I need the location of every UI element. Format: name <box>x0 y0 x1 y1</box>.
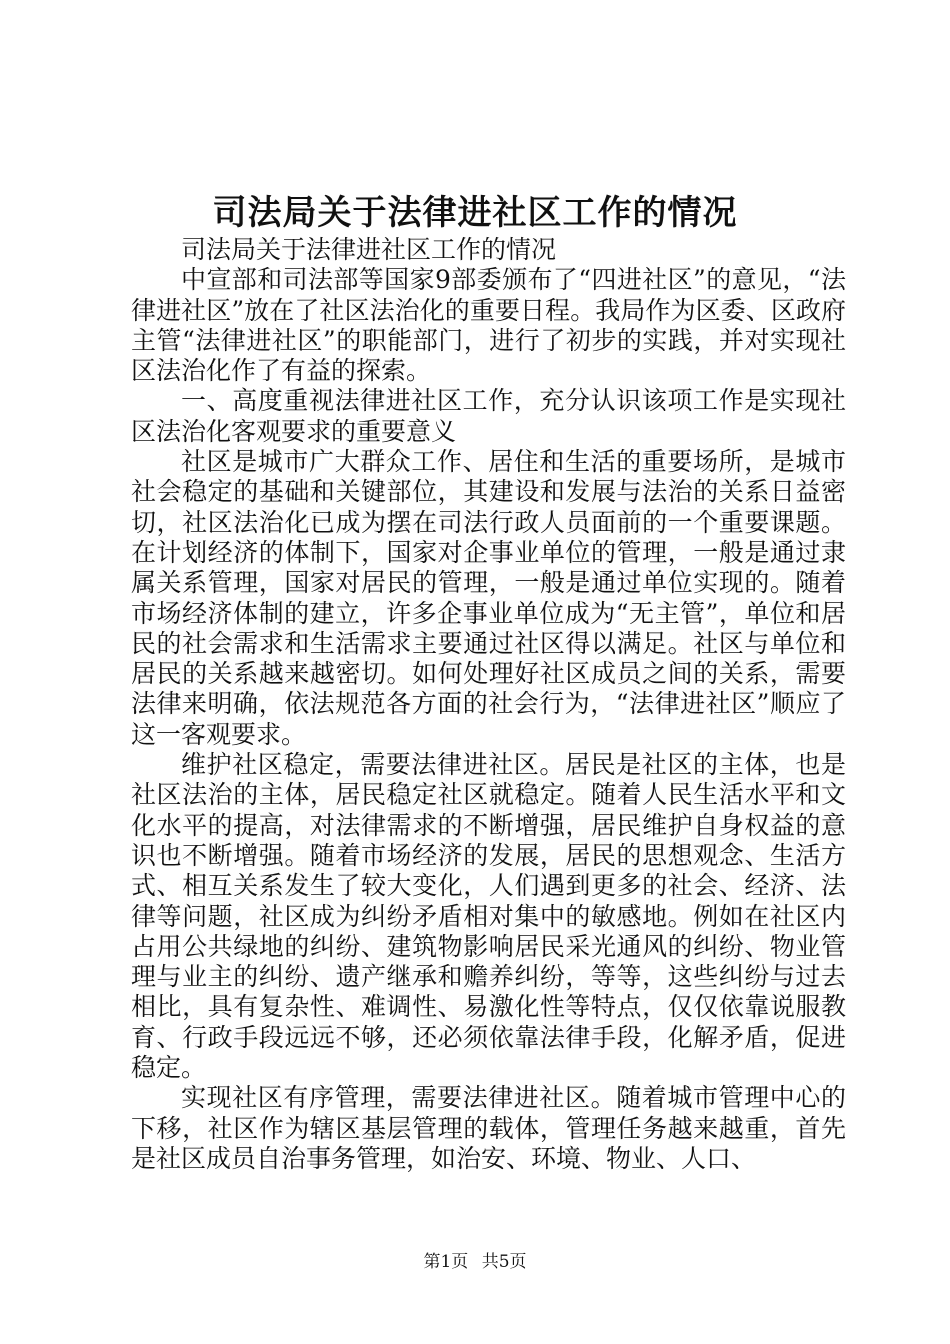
paragraph: 实现社区有序管理，需要法律进社区。随着城市管理中心的下移，社区作为辖区基层管理的载体，管理任务越来越重，首先是社区成员自治事务管理，如治安、环境、物业、人口、 <box>131 1083 846 1173</box>
page-total: 共5页 <box>481 1252 527 1272</box>
document-title: 司法局关于法律进社区工作的情况 <box>212 193 738 233</box>
page-footer <box>0 1247 950 1272</box>
paragraph: 司法局关于法律进社区工作的情况 <box>181 235 557 264</box>
paragraph: 中宣部和司法部等国家9部委颁布了“四进社区”的意见，“法律进社区”放在了社区法治化的重要日程。我局作为区委、区政府主管“法律进社区”的职能部门，进行了初步的实践，并对实现社区法治化作了有益的探索。 <box>131 265 846 386</box>
paragraph: 社区是城市广大群众工作、居住和生活的重要场所，是城市社会稳定的基础和关键部位，其建设和发展与法治的关系日益密切，社区法治化已成为摆在司法行政人员面前的一个重要课题。在计划经济的体制下，国家对企事业单位的管理，一般是通过隶属关系管理，国家对居民的管理，一般是通过单位实现的。随着市场经济体制的建立，许多企事业单位成为“无主管”，单位和居民的社会需求和生活需求主要通过社区得以满足。社区与单位和居民的关系越来越密切。如何处理好社区成员之间的关系，需要法律来明确，依法规范各方面的社会行为，“法律进社区”顺应了这一客观要求。 <box>131 447 846 749</box>
paragraph: 一、高度重视法律进社区工作，充分认识该项工作是实现社区法治化客观要求的重要意义 <box>131 386 846 446</box>
document-body <box>131 235 846 1174</box>
paragraph: 维护社区稳定，需要法律进社区。居民是社区的主体，也是社区法治的主体，居民稳定社区就稳定。随着人民生活水平和文化水平的提高，对法律需求的不断增强，居民维护自身权益的意识也不断增强。随着市场经济的发展，居民的思想观念、生活方式、相互关系发生了较大变化，人们遇到更多的社会、经济、法律等问题，社区成为纠纷矛盾相对集中的敏感地。例如在社区内占用公共绿地的纠纷、建筑物影响居民采光通风的纠纷、物业管理与业主的纠纷、遗产继承和赡养纠纷，等等，这些纠纷与过去相比，具有复杂性、难调性、易激化性等特点，仅仅依靠说服教育、行政手段远远不够，还必须依靠法律手段，化解矛盾，促进稳定。 <box>131 750 846 1083</box>
page-number: 第1页 <box>423 1252 469 1272</box>
